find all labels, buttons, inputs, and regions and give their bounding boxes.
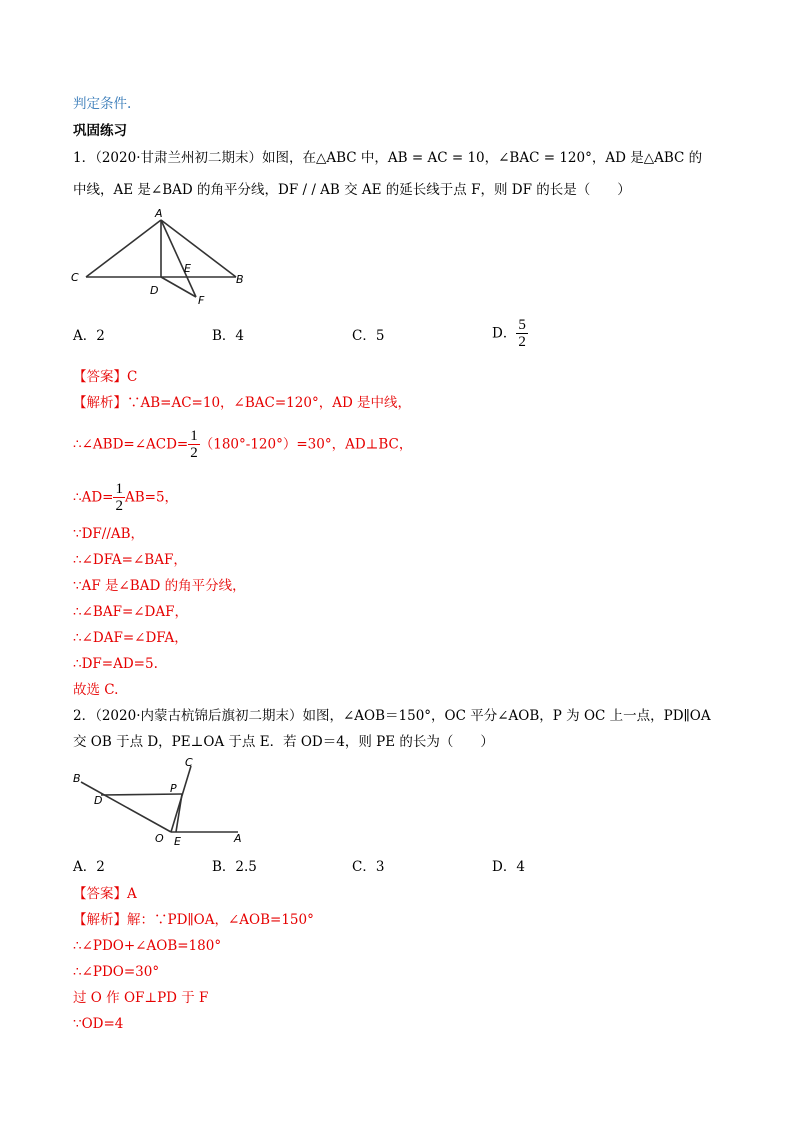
q1-solution-9: ∴DF=AD=5. — [73, 656, 158, 672]
q2-text-line1: 2．（2020·内蒙古杭锦后旗初二期末）如图，∠AOB＝150°，OC 平分∠AOB，P 为 OC 上一点，PD∥OA — [73, 708, 711, 724]
q1-solution-1: 【解析】∵AB=AC=10，∠BAC=120°，AD 是中线， — [73, 395, 412, 411]
q1-solution-10: 故选 C. — [73, 682, 119, 698]
q1-label-e: E — [184, 262, 191, 275]
q1-solution-7: ∴∠BAF=∠DAF， — [73, 604, 189, 620]
q2-answer: 【答案】A — [73, 886, 137, 902]
q1-text-line1: 1．（2020·甘肃兰州初二期末）如图，在△ABC 中，AB = AC = 10，∠BAC = 120°，AD 是△ABC 的 — [73, 150, 703, 166]
q1-solution-4: ∵DF//AB， — [73, 526, 145, 542]
q1-option-b: B．4 — [212, 328, 245, 344]
q1-solution-6: ∵AF 是∠BAD 的角平分线， — [73, 578, 246, 594]
q2-option-c: C．3 — [352, 859, 385, 875]
q1-solution-8: ∴∠DAF=∠DFA， — [73, 630, 188, 646]
q1-option-d-denominator: 2 — [518, 334, 526, 350]
q2-option-b: B．2.5 — [212, 859, 257, 875]
q1-option-a: A．2 — [73, 328, 105, 344]
q1-solution-3-denominator: 2 — [115, 498, 123, 514]
q2-figure — [68, 756, 248, 848]
q1-answer: 【答案】C — [73, 369, 138, 385]
q1-solution-2 — [73, 428, 412, 462]
q2-solution-4: 过 O 作 OF⊥PD 于 F — [73, 990, 209, 1006]
q2-label-a: A — [234, 832, 242, 845]
q1-option-d — [492, 317, 528, 351]
q1-solution-2-denominator: 2 — [190, 445, 198, 461]
q2-solution-2: ∴∠PDO+∠AOB=180° — [73, 938, 222, 954]
q2-option-d: D．4 — [492, 859, 525, 875]
q2-label-d: D — [94, 794, 103, 807]
q1-label-a: A — [155, 207, 163, 220]
q2-label-p: P — [170, 782, 177, 795]
q1-option-d-numerator: 5 — [518, 317, 526, 333]
q1-solution-3-pre: ∴AD= — [73, 489, 114, 506]
q2-text-line2: 交 OB 于点 D，PE⊥OA 于点 E．若 OD＝4，则 PE 的长为（ ） — [73, 734, 494, 750]
q1-solution-3 — [73, 481, 178, 515]
q1-solution-2-numerator: 1 — [190, 428, 198, 444]
q2-label-b: B — [73, 772, 81, 785]
section-title: 巩固练习 — [73, 123, 127, 139]
q1-label-d: D — [150, 284, 159, 297]
q1-text-line2: 中线，AE 是∠BAD 的角平分线，DF / / AB 交 AE 的延长线于点 F，则 DF 的长是（ ） — [73, 182, 631, 198]
q2-label-e: E — [174, 835, 181, 848]
q1-option-c: C．5 — [352, 328, 385, 344]
q1-solution-2-pre: ∴∠ABD=∠ACD= — [73, 436, 189, 453]
q1-label-b: B — [236, 273, 244, 286]
q2-solution-5: ∵OD=4 — [73, 1016, 124, 1032]
q1-solution-2-post: （180°-120°）=30°，AD⊥BC， — [199, 436, 413, 453]
q2-option-a: A．2 — [73, 859, 105, 875]
q2-label-o: O — [155, 832, 164, 845]
q2-solution-1: 【解析】解：∵PD∥OA，∠AOB=150° — [73, 912, 314, 928]
q1-option-d-prefix: D． — [492, 325, 517, 342]
q1-solution-3-numerator: 1 — [115, 481, 123, 497]
q2-solution-3: ∴∠PDO=30° — [73, 964, 160, 980]
intro-line: 判定条件. — [73, 96, 132, 112]
q1-label-f: F — [198, 294, 205, 306]
q2-label-c: C — [185, 756, 193, 769]
q1-label-c: C — [71, 271, 79, 284]
q1-solution-3-post: AB=5， — [124, 489, 179, 506]
q1-figure — [68, 206, 258, 306]
q1-solution-5: ∴∠DFA=∠BAF， — [73, 552, 187, 568]
